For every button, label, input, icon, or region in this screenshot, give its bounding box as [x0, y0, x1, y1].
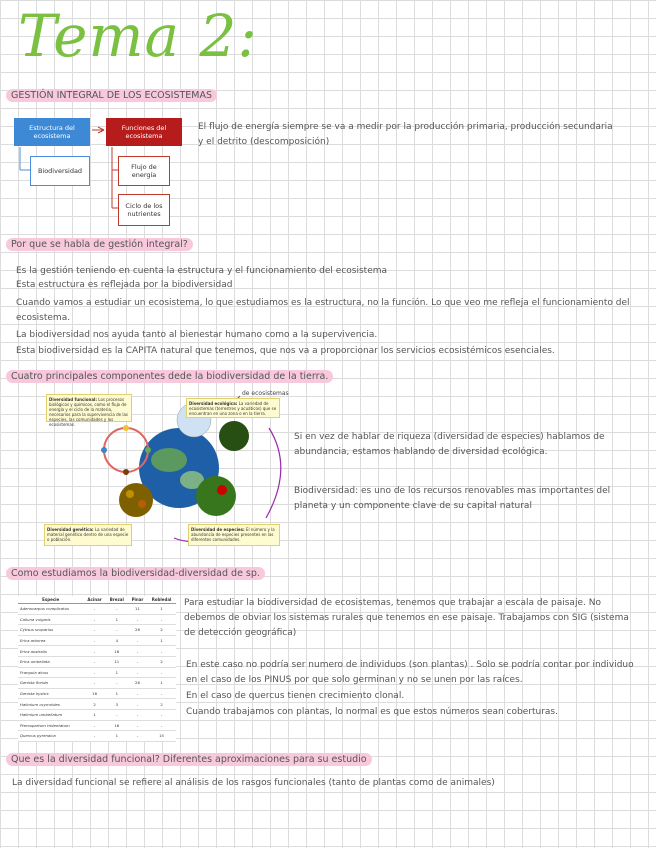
- table-row: [18, 709, 176, 720]
- table-cell: -: [128, 635, 147, 646]
- table-cell: Erica umbellata: [18, 656, 83, 667]
- estructura-box: Estructura del ecosistema: [14, 118, 90, 146]
- table-cell: Erica arborea: [18, 635, 83, 646]
- table-cell: Genista hystrix: [18, 688, 83, 699]
- table-cell: -: [106, 678, 128, 689]
- genetica-title: Diversidad genética:: [47, 527, 94, 532]
- section-heading-gestion: GESTIÓN INTEGRAL DE LOS ECOSISTEMAS: [6, 89, 217, 102]
- table-body: [18, 604, 176, 742]
- table-cell: -: [128, 699, 147, 710]
- table-cell: 26: [128, 678, 147, 689]
- table-cell: 4: [106, 635, 128, 646]
- table-header-row: [18, 596, 176, 604]
- table-cell: Adenocarpus complicatus: [18, 604, 83, 615]
- table-cell: 2: [147, 699, 176, 710]
- table-cell: -: [83, 625, 105, 636]
- table-cell: 1: [106, 667, 128, 678]
- table-cell: -: [147, 667, 176, 678]
- table-cell: -: [83, 667, 105, 678]
- species-table-wrap: [18, 596, 176, 742]
- species-table: [18, 596, 176, 742]
- table-cell: -: [83, 656, 105, 667]
- table-cell: -: [128, 667, 147, 678]
- text-line: Cuando vamos a estudiar un ecosistema, lo que estudiamos es la estructura, no la función. Lo que veo me refleja el funcionamiento del ecosistema.: [16, 298, 630, 323]
- table-cell: -: [128, 656, 147, 667]
- functional-diversity-text: La diversidad funcional se refiere al análisis de los rasgos funcionales (tanto de plantas como de animales): [12, 778, 495, 788]
- table-cell: -: [106, 625, 128, 636]
- ciclo-box: Ciclo de los nutrientes: [118, 194, 170, 226]
- table-cell: Quercus pyrenaica: [18, 731, 83, 742]
- table-row: [18, 667, 176, 678]
- table-row: [18, 688, 176, 699]
- table-cell: -: [83, 604, 105, 615]
- table-cell: -: [147, 720, 176, 731]
- text-line: Esta estructura es reflejada por la biodiversidad: [16, 280, 233, 290]
- funciones-box: Funciones del ecosistema: [106, 118, 182, 146]
- biodiversity-resource-text: Biodiversidad: es uno de los recursos renovables mas importantes del planeta y un componente clave de su capital natural: [294, 486, 611, 511]
- biodiversidad-box: Biodiversidad: [30, 156, 90, 186]
- arrow-label: de ecosistemas: [242, 390, 289, 397]
- table-row: [18, 731, 176, 742]
- table-cell: 11: [128, 604, 147, 615]
- text-line: En este caso no podría ser numero de individuos (son plantas) . Solo se podría contar por individuo en el caso de los PINUS por que solo germinan y no se unen por las raíces.: [186, 660, 634, 685]
- table-cell: -: [128, 614, 147, 625]
- section-heading-diversidad-funcional: Que es la diversidad funcional? Diferentes aproximaciones para su estudio: [6, 753, 372, 766]
- table-cell: 1: [83, 709, 105, 720]
- section-heading-como-estudiamos: Como estudiamos la biodiversidad-diversidad de sp.: [6, 567, 265, 580]
- table-cell: -: [83, 635, 105, 646]
- table-row: [18, 635, 176, 646]
- especies-box: [188, 524, 280, 546]
- table-row: [18, 720, 176, 731]
- abundance-text: Si en vez de hablar de riqueza (diversidad de especies) hablamos de abundancia, estamos hablando de diversidad ecológica.: [294, 432, 605, 457]
- table-row: [18, 604, 176, 615]
- table-cell: -: [83, 614, 105, 625]
- table-cell: 16: [106, 646, 128, 657]
- text-line: En el caso de quercus tienen crecimiento clonal.: [186, 691, 405, 701]
- table-header-cell: Especie: [18, 596, 83, 604]
- table-cell: -: [147, 646, 176, 657]
- ecologica-title: Diversidad ecológica:: [189, 401, 238, 406]
- table-cell: Genista florida: [18, 678, 83, 689]
- table-cell: Erica australis: [18, 646, 83, 657]
- table-cell: Cytisus scoparius: [18, 625, 83, 636]
- flujo-box: Flujo de energía: [118, 156, 170, 186]
- table-header-cell: Pinar: [128, 596, 147, 604]
- text-line: Esta biodiversidad es la CAPITA natural que tenemos, que nos va a proporcionar los servicios ecosistémicos esenciales.: [16, 346, 555, 356]
- table-cell: 2: [147, 625, 176, 636]
- table-cell: -: [106, 709, 128, 720]
- table-cell: 16: [83, 688, 105, 699]
- table-cell: -: [128, 709, 147, 720]
- table-cell: -: [147, 709, 176, 720]
- table-cell: -: [128, 731, 147, 742]
- table-cell: -: [147, 688, 176, 699]
- ecologica-box: [186, 398, 280, 418]
- table-row: [18, 646, 176, 657]
- energy-flow-text: El flujo de energía siempre se va a medir por la producción primaria, producción secundaria y el detrito (descomposición): [198, 122, 613, 147]
- ecologica-text: La variedad de ecosistemas (terrestres y acuáticos) que se encuentran en una zona o en la tierra.: [189, 401, 277, 416]
- table-cell: 11: [106, 656, 128, 667]
- table-cell: -: [106, 604, 128, 615]
- ecosystem-diagram: [0, 110, 190, 230]
- table-cell: Frangula alnus: [18, 667, 83, 678]
- table-cell: Pterospartum tridentatum: [18, 720, 83, 731]
- table-cell: 26: [128, 625, 147, 636]
- section-heading-componentes: Cuatro principales componentes dede la biodiversidad de la tierra.: [6, 370, 333, 383]
- table-cell: -: [83, 678, 105, 689]
- especies-title: Diversidad de especies:: [191, 527, 245, 532]
- text-line: La biodiversidad nos ayuda tanto al bienestar humano como a la supervivencia.: [16, 330, 378, 340]
- table-cell: -: [83, 720, 105, 731]
- section-heading-integral: Por que se habla de gestión integral?: [6, 238, 193, 251]
- table-cell: 15: [147, 731, 176, 742]
- table-cell: -: [83, 731, 105, 742]
- table-cell: -: [128, 688, 147, 699]
- table-cell: 1: [147, 678, 176, 689]
- funcional-text: Los procesos biológicos y químicos, como el flujo de energía y el ciclo de la materia, necesarios para la supervivencia de las especies, las comunidades y los ecosistemas.: [49, 397, 128, 427]
- table-row: [18, 678, 176, 689]
- table-header-cell: Robledal: [147, 596, 176, 604]
- table-row: [18, 614, 176, 625]
- table-header-cell: Acinar: [83, 596, 105, 604]
- table-header-cell: Brezal: [106, 596, 128, 604]
- table-cell: 2: [83, 699, 105, 710]
- table-cell: 1: [147, 635, 176, 646]
- table-row: [18, 656, 176, 667]
- text-line: Cuando trabajamos con plantas, lo normal es que estos números sean coberturas.: [186, 707, 558, 717]
- table-cell: 1: [106, 688, 128, 699]
- biodiversity-figure: [44, 388, 294, 546]
- text-line: Es la gestión teniendo en cuenta la estructura y el funcionamiento del ecosistema: [16, 266, 388, 276]
- funcional-box: [46, 394, 132, 427]
- table-cell: -: [128, 646, 147, 657]
- table-row: [18, 699, 176, 710]
- table-cell: -: [83, 646, 105, 657]
- table-cell: Calluna vulgaris: [18, 614, 83, 625]
- table-cell: 1: [106, 731, 128, 742]
- table-cell: 2: [147, 656, 176, 667]
- table-row: [18, 625, 176, 636]
- table-cell: 16: [106, 720, 128, 731]
- page-title: Tema 2:: [18, 2, 258, 70]
- funcional-title: Diversidad funcional:: [49, 397, 97, 402]
- table-cell: 3: [106, 699, 128, 710]
- table-cell: Halimium umbellatum: [18, 709, 83, 720]
- table-cell: 1: [147, 604, 176, 615]
- table-cell: -: [147, 614, 176, 625]
- landscape-text: Para estudiar la biodiversidad de ecosistemas, tenemos que trabajar a escala de paisaje. No debemos de obviar los sistemas rurales que tenemos en ese paisaje. Trabajamos con SIG (sistema de detección geográfica): [184, 598, 629, 638]
- especies-text: El número y la abundancia de especies presentes en las diferentes comunidades.: [191, 527, 275, 542]
- genetica-text: La variedad de material genético dentro de una especie o población.: [47, 527, 129, 542]
- genetica-box: [44, 524, 132, 546]
- table-cell: 1: [106, 614, 128, 625]
- table-cell: Halimium ocymoides: [18, 699, 83, 710]
- table-cell: -: [128, 720, 147, 731]
